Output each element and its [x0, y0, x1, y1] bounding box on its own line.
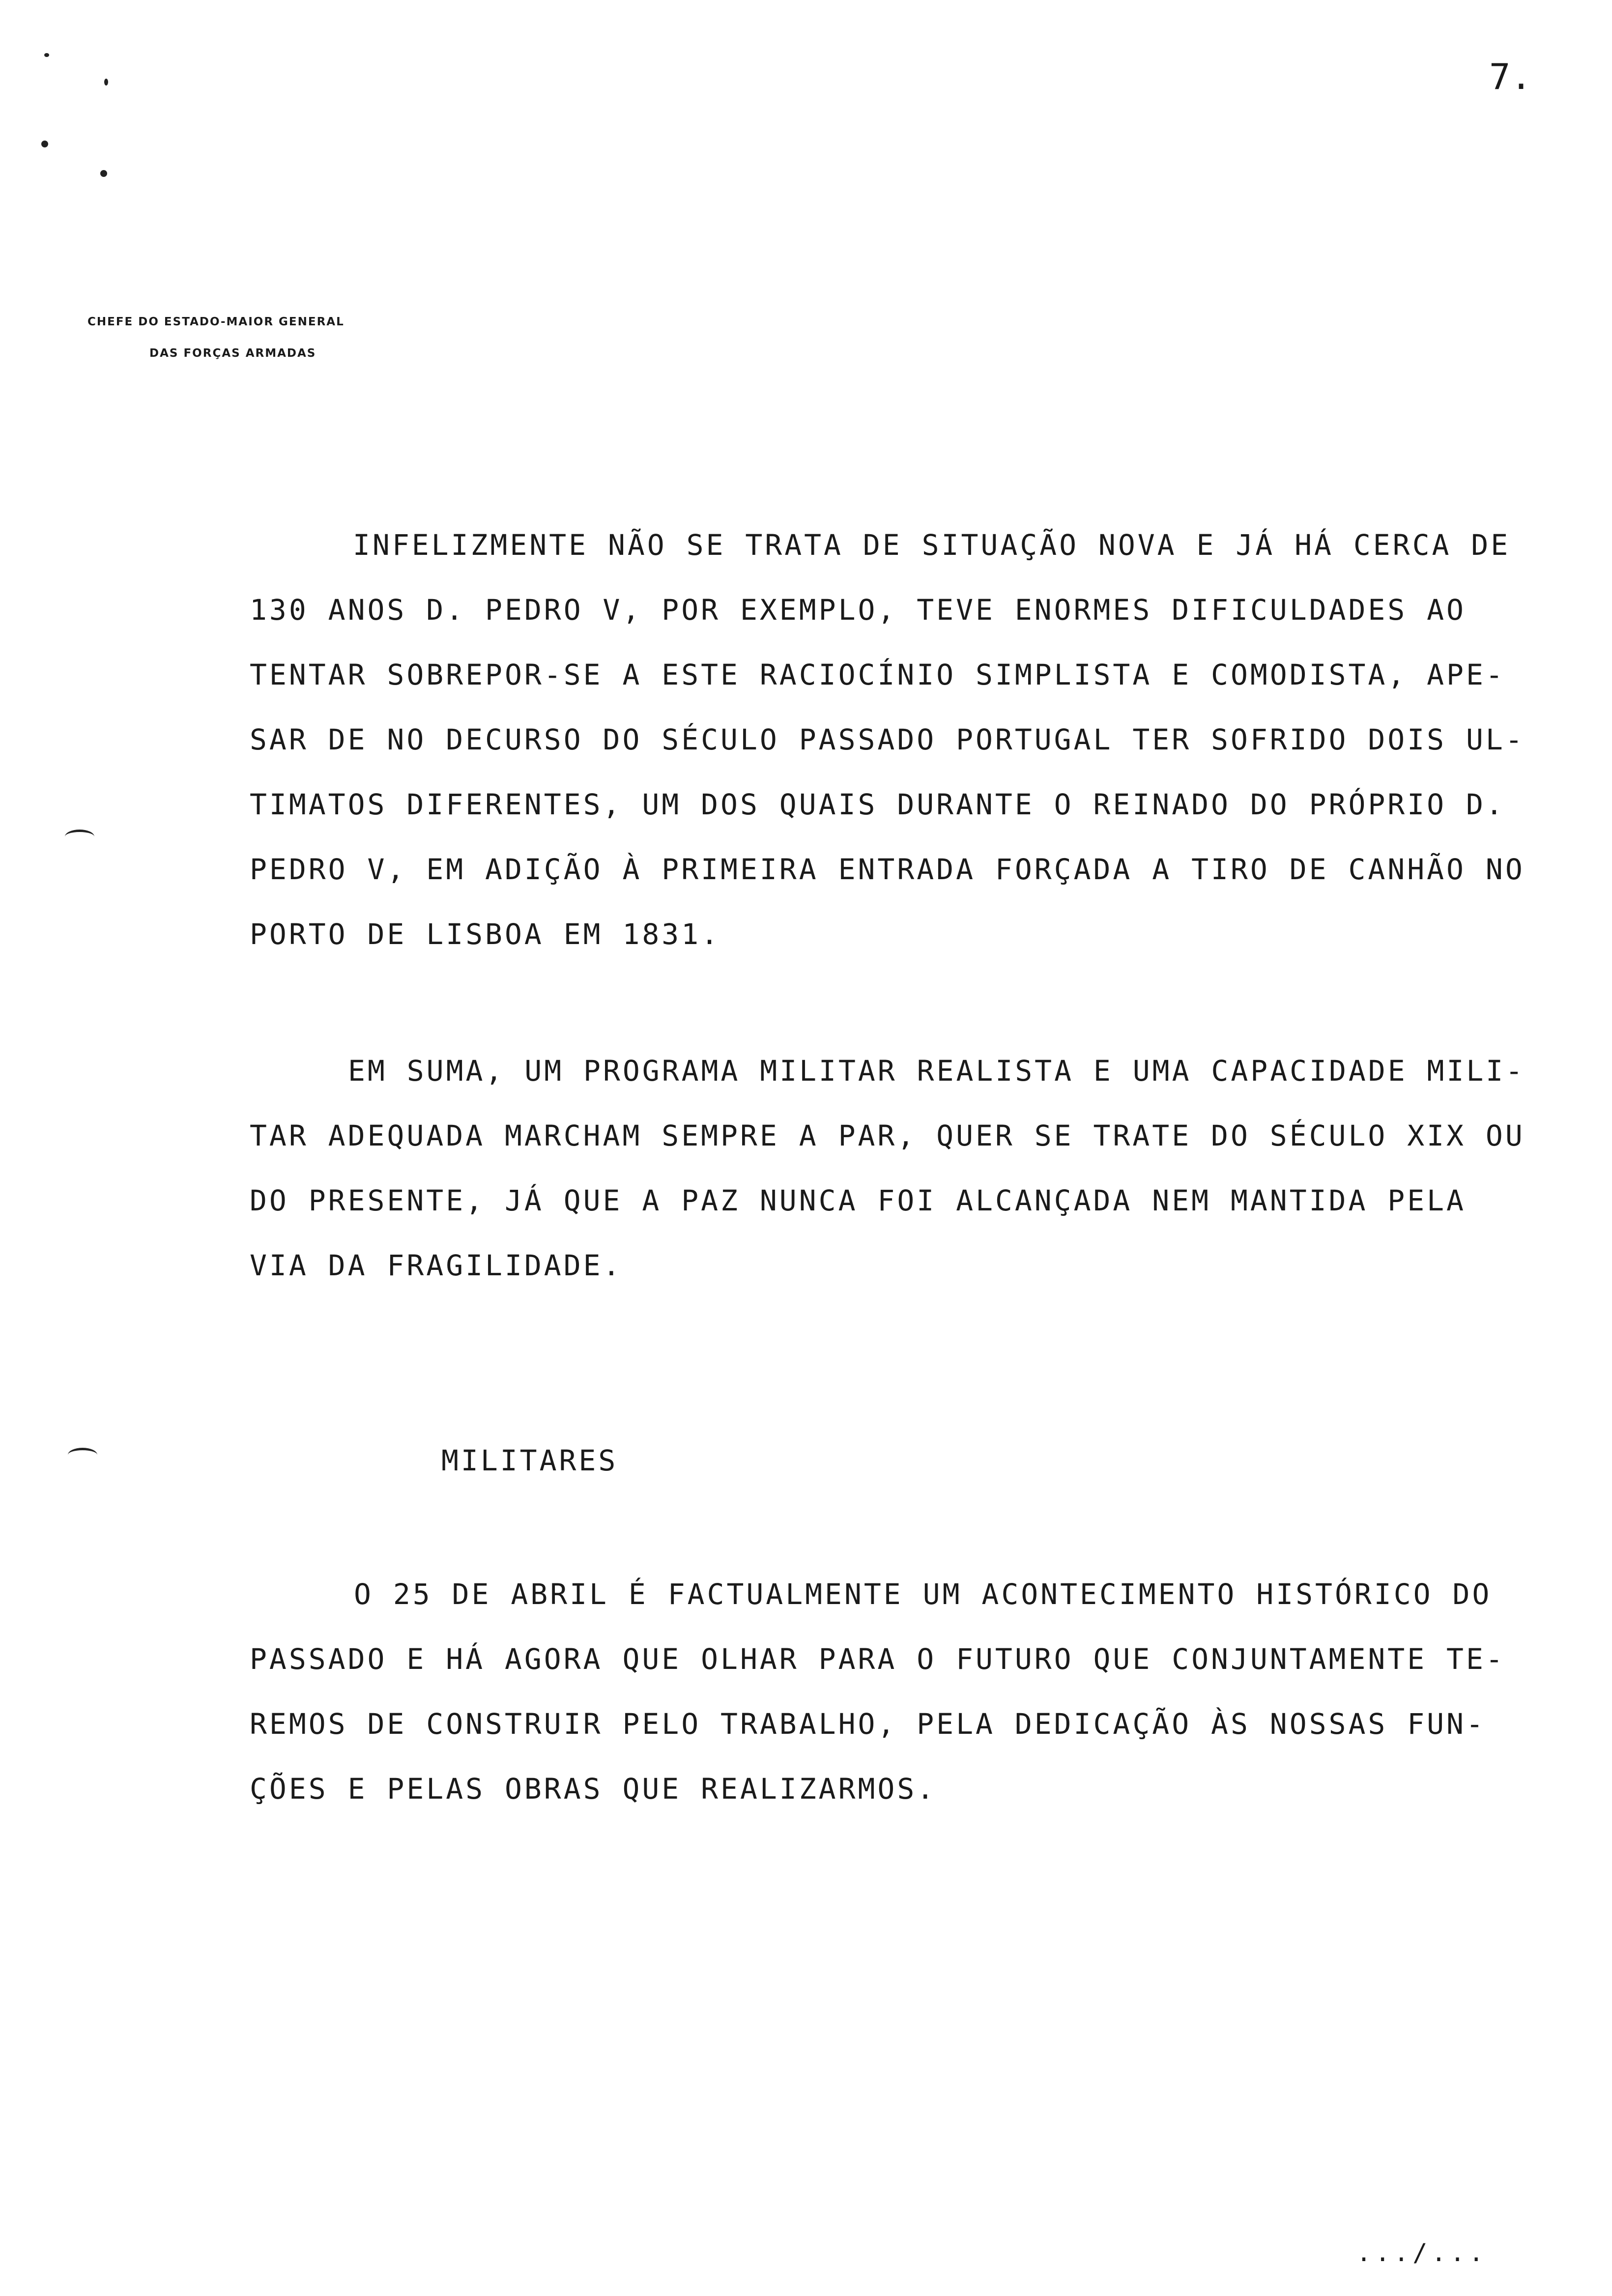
paragraph-line: SAR DE NO DECURSO DO SÉCULO PASSADO PORTUGAL TER SOFRIDO DOIS UL-	[250, 723, 1525, 756]
scan-speck	[44, 53, 49, 57]
paragraph-line: VIA DA FRAGILIDADE.	[250, 1249, 623, 1282]
section-heading: MILITARES	[441, 1444, 618, 1477]
paragraph-line: DO PRESENTE, JÁ QUE A PAZ NUNCA FOI ALCANÇADA NEM MANTIDA PELA	[250, 1184, 1466, 1217]
paragraph-line: PORTO DE LISBOA EM 1831.	[250, 918, 721, 951]
margin-mark	[68, 1448, 97, 1462]
scan-speck	[41, 141, 48, 147]
scan-speck	[100, 170, 107, 177]
scan-speck	[104, 79, 108, 86]
paragraph-line: 130 ANOS D. PEDRO V, POR EXEMPLO, TEVE ENORMES DIFICULDADES AO	[250, 593, 1466, 627]
paragraph-line: INFELIZMENTE NÃO SE TRATA DE SITUAÇÃO NOVA E JÁ HÁ CERCA DE	[353, 528, 1511, 562]
continuation-mark: .../...	[1356, 2239, 1488, 2267]
paragraph-line: EM SUMA, UM PROGRAMA MILITAR REALISTA E UMA CAPACIDADE MILI-	[348, 1054, 1526, 1088]
paragraph-line: TIMATOS DIFERENTES, UM DOS QUAIS DURANTE O REINADO DO PRÓPRIO D.	[250, 788, 1505, 821]
paragraph-line: TAR ADEQUADA MARCHAM SEMPRE A PAR, QUER SE TRATE DO SÉCULO XIX OU	[250, 1119, 1525, 1152]
paragraph-line: ÇÕES E PELAS OBRAS QUE REALIZARMOS.	[250, 1772, 937, 1806]
paragraph-line: TENTAR SOBREPOR-SE A ESTE RACIOCÍNIO SIMPLISTA E COMODISTA, APE-	[250, 658, 1505, 691]
paragraph-line: PASSADO E HÁ AGORA QUE OLHAR PARA O FUTURO QUE CONJUNTAMENTE TE-	[250, 1642, 1505, 1676]
letterhead-line-1: CHEFE DO ESTADO-MAIOR GENERAL	[87, 316, 345, 328]
margin-mark	[65, 830, 94, 844]
paragraph-line: PEDRO V, EM ADIÇÃO À PRIMEIRA ENTRADA FORÇADA A TIRO DE CANHÃO NO	[250, 853, 1525, 886]
page-number: 7.	[1489, 56, 1532, 97]
letterhead-line-2: DAS FORÇAS ARMADAS	[149, 347, 317, 360]
paragraph-line: REMOS DE CONSTRUIR PELO TRABALHO, PELA DEDICAÇÃO ÀS NOSSAS FUN-	[250, 1707, 1486, 1741]
paragraph-line: O 25 DE ABRIL É FACTUALMENTE UM ACONTECIMENTO HISTÓRICO DO	[354, 1578, 1492, 1611]
